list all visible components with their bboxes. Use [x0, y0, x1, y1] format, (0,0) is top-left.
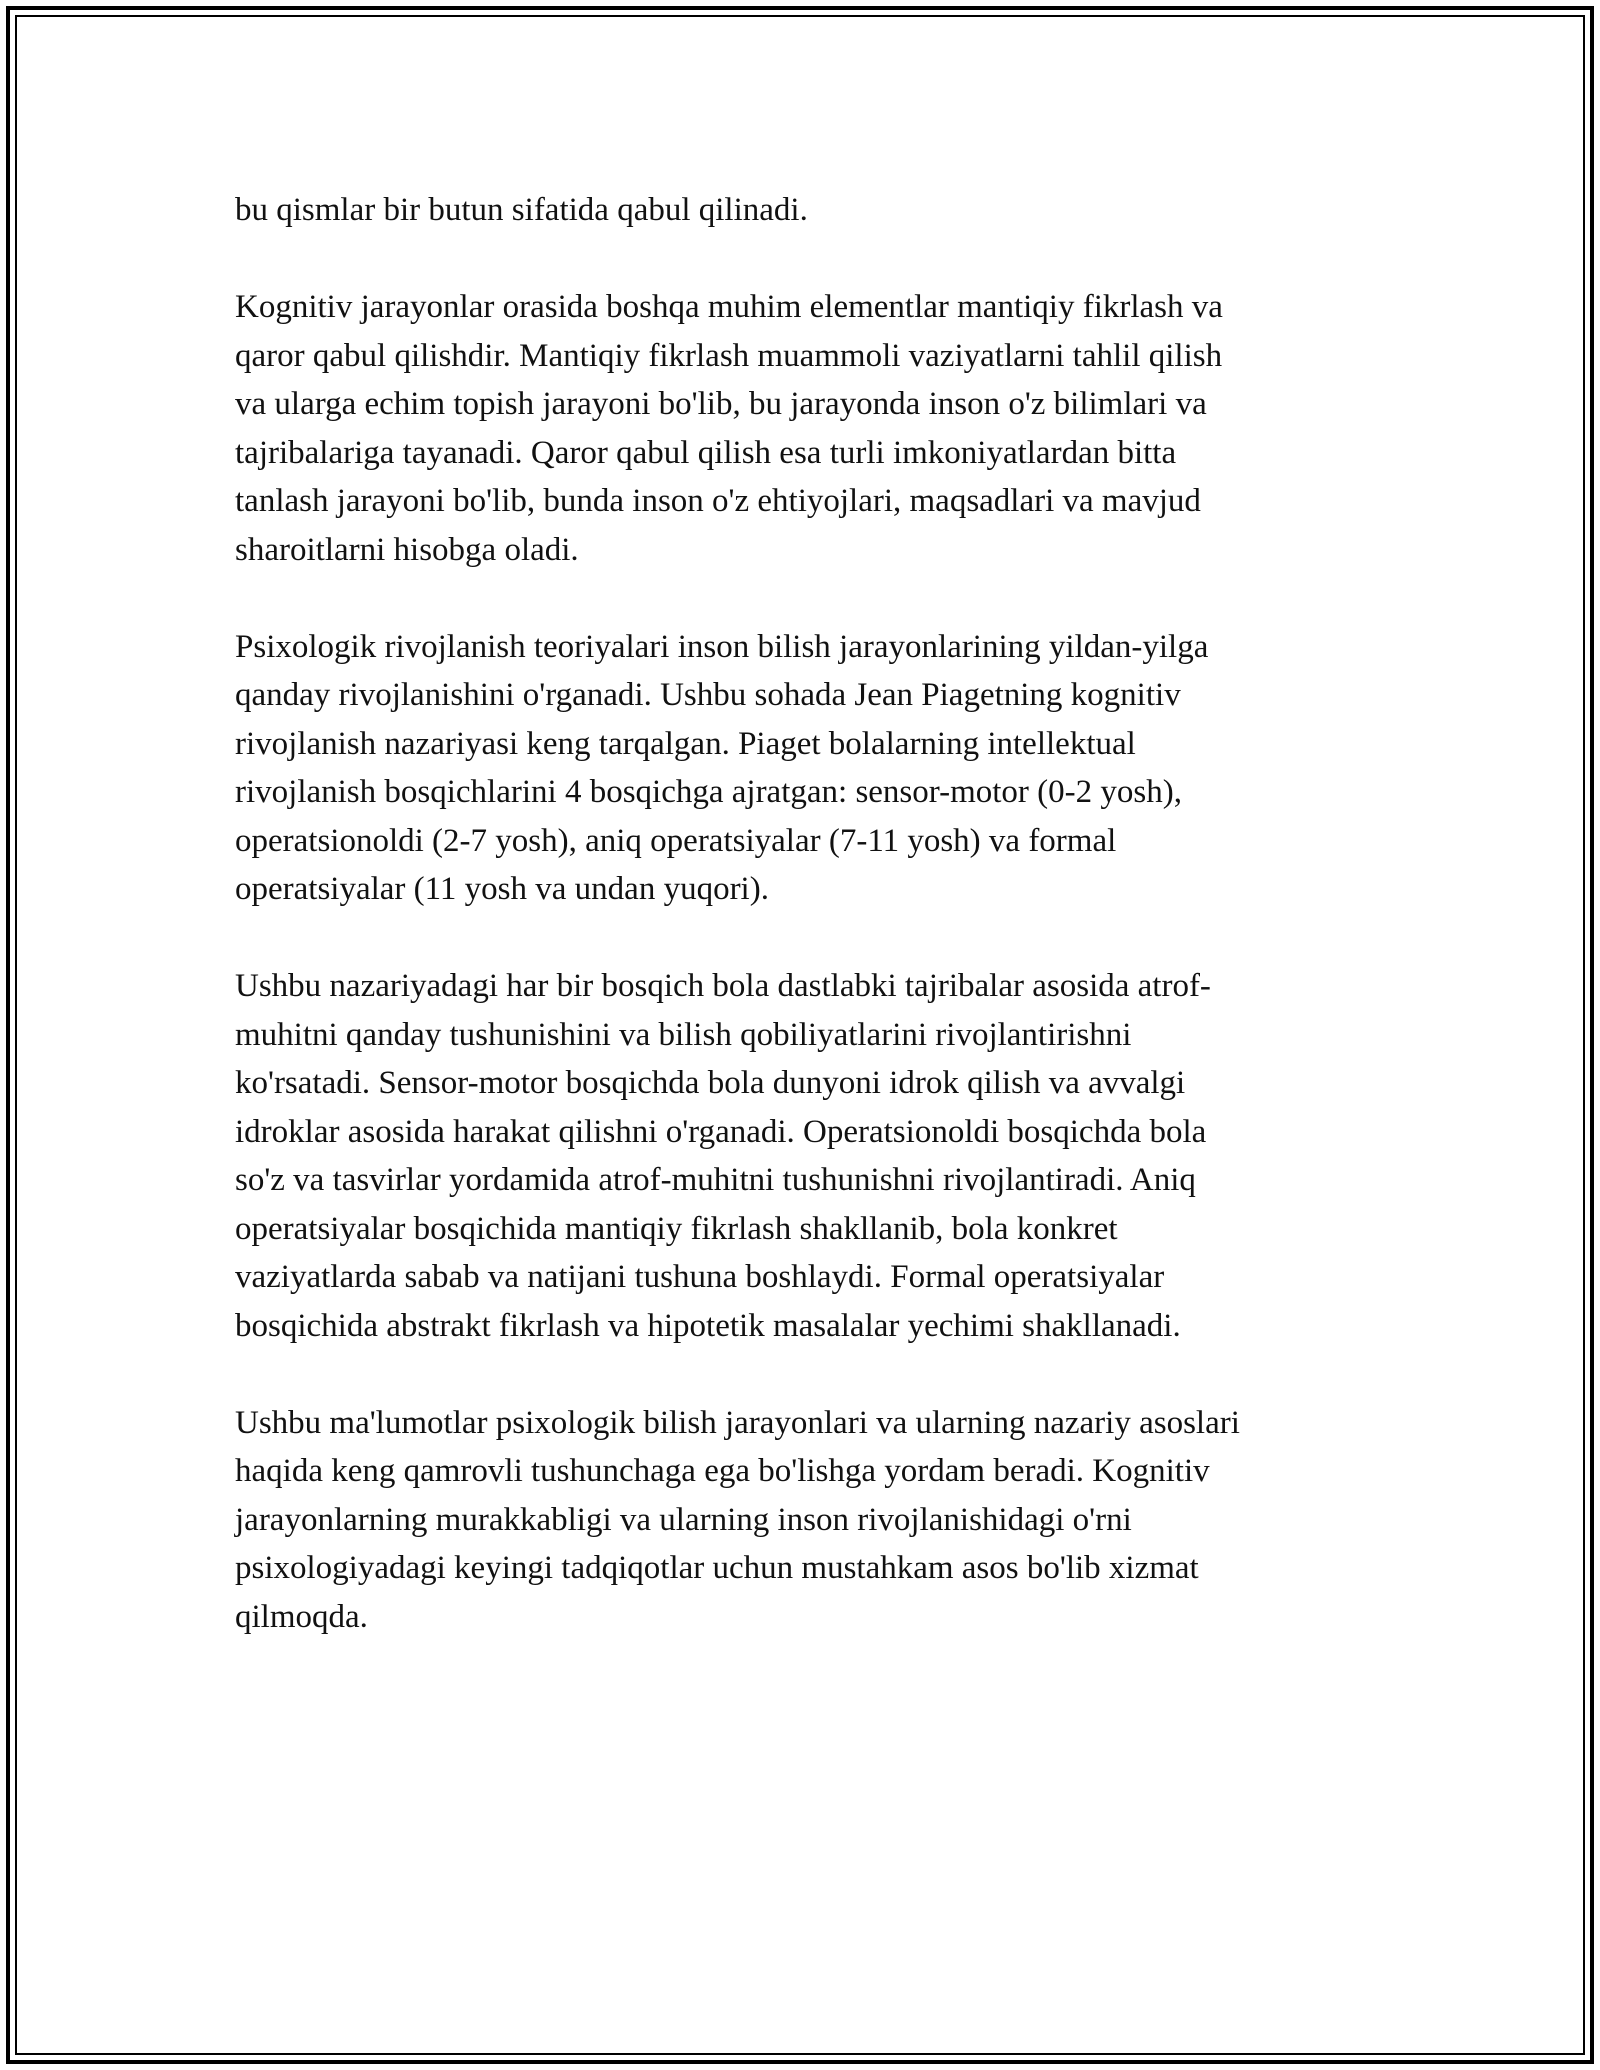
text-line: Psixologik rivojlanish teoriyalari inson bilish jarayonlarining yildan-yilga — [235, 628, 1209, 665]
text-line: sharoitlarni hisobga oladi. — [235, 531, 579, 568]
text-line: vaziyatlarda sabab va natijani tushuna boshlaydi. Formal operatsiyalar — [235, 1259, 1165, 1295]
text-line: so'z va tasvirlar yordamida atrof-muhitni tushunishni rivojlantiradi. Aniq — [235, 1162, 1196, 1198]
text-line: ko'rsatadi. Sensor-motor bosqichda bola dunyoni idrok qilish va avvalgi — [235, 1065, 1186, 1101]
text-line: qaror qabul qilishdir. Mantiqiy fikrlash muammoli vaziyatlarni tahlil qilish — [235, 337, 1223, 374]
document-body — [235, 186, 1370, 1690]
text-line: Ushbu ma'lumotlar psixologik bilish jarayonlari va ularning nazariy asoslari — [235, 1404, 1240, 1441]
text-line: bu qismlar bir butun sifatida qabul qilinadi. — [235, 192, 808, 228]
text-line: tajribalariga tayanadi. Qaror qabul qilish esa turli imkoniyatlardan bitta — [235, 434, 1177, 471]
text-line: psixologiyadagi keyingi tadqiqotlar uchun mustahkam asos bo'lib xizmat — [235, 1550, 1199, 1586]
text-line: Ushbu nazariyadagi har bir bosqich bola dastlabki tajribalar asosida atrof- — [235, 968, 1211, 1004]
paragraph-2 — [235, 283, 1370, 574]
text-line: operatsiyalar bosqichida mantiqiy fikrlash shakllanib, bola konkret — [235, 1210, 1118, 1247]
paragraph-5 — [235, 1399, 1370, 1642]
paragraph-4 — [235, 962, 1370, 1350]
text-line: operatsionoldi (2-7 yosh), aniq operatsiyalar (7-11 yosh) va formal — [235, 822, 1117, 859]
text-line: idroklar asosida harakat qilishni o'rganadi. Operatsionoldi bosqichda bola — [235, 1113, 1207, 1150]
text-line: haqida keng qamrovli tushunchaga ega bo'lishga yordam beradi. Kognitiv — [235, 1453, 1210, 1489]
paragraph-3 — [235, 623, 1370, 914]
text-line: jarayonlarning murakkabligi va ularning inson rivojlanishidagi o'rni — [235, 1501, 1132, 1538]
text-line: Kognitiv jarayonlar orasida boshqa muhim elementlar mantiqiy fikrlash va — [235, 289, 1223, 325]
text-line: va ularga echim topish jarayoni bo'lib, bu jarayonda inson o'z bilimlari va — [235, 386, 1207, 422]
text-line: muhitni qanday tushunishini va bilish qobiliyatlarini rivojlantirishni — [235, 1016, 1132, 1053]
paragraph-1 — [235, 186, 1370, 235]
text-line: qilmoqda. — [235, 1598, 368, 1635]
text-line: qanday rivojlanishini o'rganadi. Ushbu sohada Jean Piagetning kognitiv — [235, 677, 1181, 713]
text-line: tanlash jarayoni bo'lib, bunda inson o'z ehtiyojlari, maqsadlari va mavjud — [235, 483, 1201, 519]
text-line: bosqichida abstrakt fikrlash va hipotetik masalalar yechimi shakllanadi. — [235, 1307, 1181, 1344]
text-line: rivojlanish nazariyasi keng tarqalgan. Piaget bolalarning intellektual — [235, 725, 1136, 762]
text-line: rivojlanish bosqichlarini 4 bosqichga ajratgan: sensor-motor (0-2 yosh), — [235, 774, 1182, 810]
text-line: operatsiyalar (11 yosh va undan yuqori). — [235, 871, 769, 907]
